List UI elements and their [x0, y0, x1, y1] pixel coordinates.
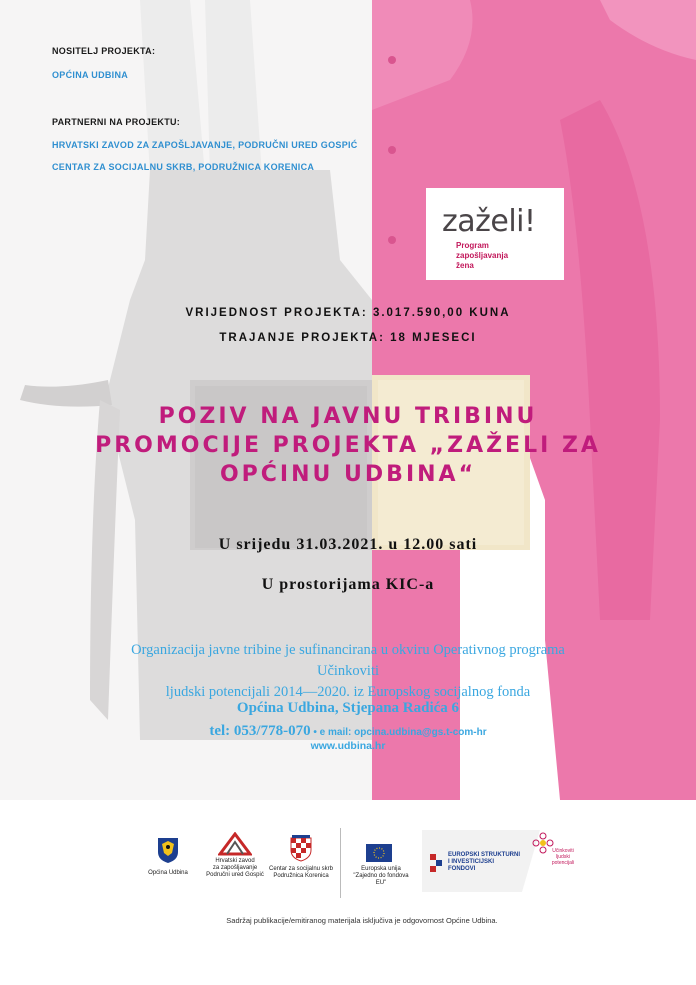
czss-logo-label: Centar za socijalnu skrb Podružnica Korenica — [268, 866, 334, 879]
hzz-logo-label: Hrvatski zavod za zapošljavanje Područni ured Gospić — [206, 858, 264, 878]
udbina-coat-of-arms-icon — [156, 836, 180, 864]
partner-item: HRVATSKI ZAVOD ZA ZAPOŠLJAVANJE, PODRUČNI URED GOSPIĆ — [52, 140, 358, 150]
event-place: U prostorijama KIC-a — [261, 576, 435, 593]
eu-flag-icon — [366, 844, 392, 862]
esif-logo-label: EUROPSKI STRUKTURNI I INVESTICIJSKI FONDOVI — [448, 852, 521, 872]
project-duration: TRAJANJE PROJEKTA: 18 MJESECI — [219, 332, 477, 344]
partners-label: PARTNERNI NA PROJEKTU: — [52, 117, 181, 127]
hzz-logo-icon — [218, 832, 252, 856]
partner-logos — [126, 824, 598, 902]
page-title: POZIV NA JAVNU TRIBINU PROMOCIJE PROJEKTA „ZAŽELI ZA OPĆINU UDBINA“ — [95, 404, 601, 487]
holder-value: OPĆINA UDBINA — [52, 70, 129, 80]
ulp-logo-label: Učinkoviti ljudski potencijali — [551, 848, 575, 866]
logo-word: zaželi! — [442, 204, 536, 239]
logo-divider — [340, 828, 341, 898]
contact-line — [0, 722, 696, 740]
address: Općina Udbina, Stjepana Radića 6 — [236, 700, 460, 716]
logo-tagline: Program zapošljavanja žena — [456, 241, 509, 270]
partner-item: CENTAR ZA SOCIJALNU SKRB, PODRUŽNICA KORENICA — [52, 162, 315, 172]
zazeli-logo — [426, 188, 564, 280]
funding-note: Organizacija javne tribine je sufinancirana u okviru Operativnog programa Učinkoviti ljudski potencijali 2014—2020. iz Europskog socijalnog fonda — [131, 642, 565, 700]
project-value: VRIJEDNOST PROJEKTA: 3.017.590,00 KUNA — [185, 307, 511, 319]
udbina-logo-label: Općina Udbina — [148, 870, 188, 876]
website-link[interactable]: www.udbina.hr — [310, 740, 386, 752]
eu-logo-label: Europska unija "Zajedno do fondova EU" — [353, 866, 409, 886]
disclaimer: Sadržaj publikacije/emitiranog materijala isključiva je odgovornost Općine Udbina. — [226, 916, 498, 925]
holder-label: NOSITELJ PROJEKTA: — [52, 46, 156, 56]
phone: tel: 053/778-070 — [209, 723, 311, 739]
croatian-coat-of-arms-icon — [289, 834, 313, 862]
event-date: U srijedu 31.03.2021. u 12.00 sati — [218, 536, 478, 553]
email-link[interactable]: • e mail: opcina.udbina@gs.t-com-hr — [310, 727, 487, 738]
